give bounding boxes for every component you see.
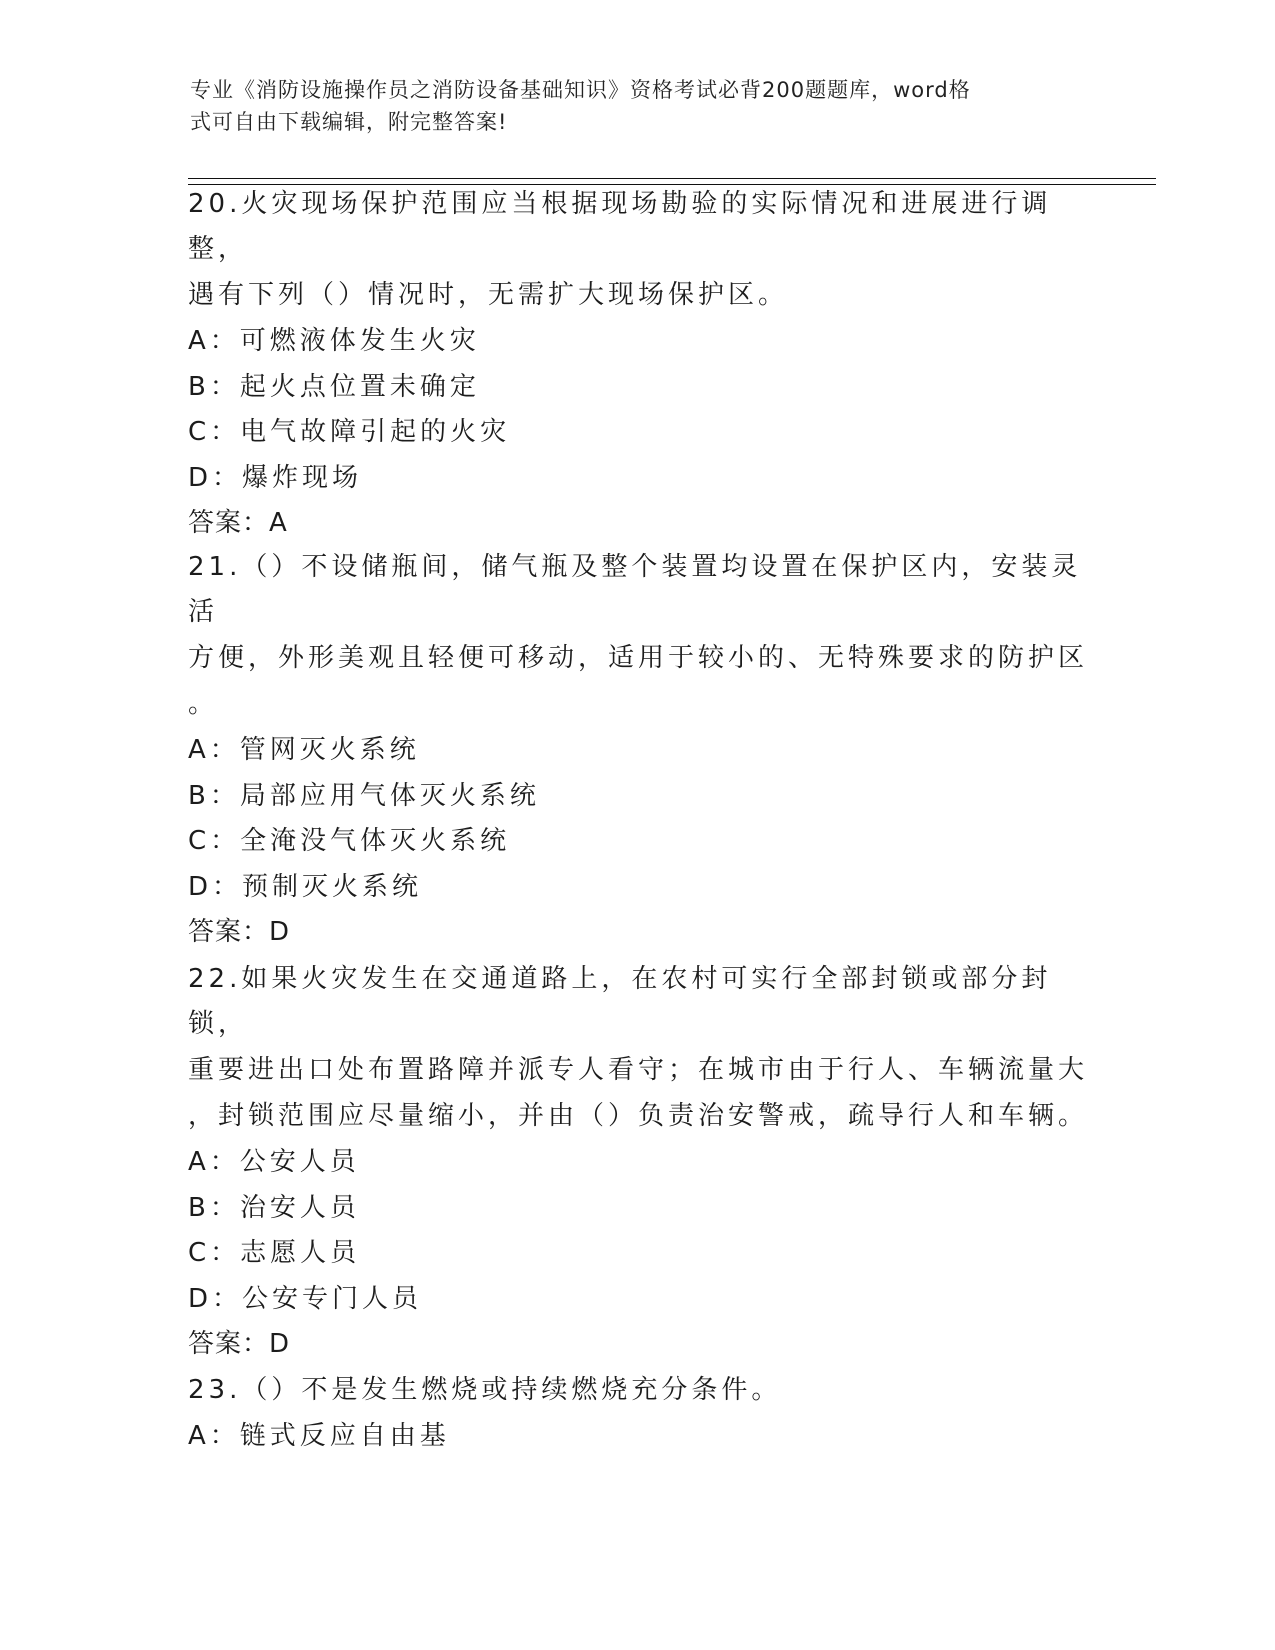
option-a: A：链式反应自由基 [188,1421,450,1451]
question-stem: 方便，外形美观且轻便可移动，适用于较小的、无特殊要求的防护区 [188,643,1089,673]
option-b: B：起火点位置未确定 [188,371,480,402]
question-stem: 重要进出口处布置路障并派专人看守；在城市由于行人、车辆流量大 [188,1055,1089,1085]
question-stem: 21.（）不设储瓶间，储气瓶及整个装置均设置在保护区内，安装灵活 [188,552,1082,627]
question-22 [188,957,1088,1367]
question-stem: 23.（）不是发生燃烧或持续燃烧充分条件。 [188,1375,782,1405]
option-b: B：局部应用气体灭火系统 [188,780,540,811]
option-d: D：爆炸现场 [188,462,363,493]
question-stem: ，封锁范围应尽量缩小，并由（）负责治安警戒，疏导行人和车辆。 [188,1101,1089,1131]
question-stem: 22.如果火灾发生在交通道路上，在农村可实行全部封锁或部分封锁， [188,964,1052,1039]
header-line-1: 专业《消防设施操作员之消防设备基础知识》资格考试必背200题题库，word格 [190,78,971,102]
option-c: C：全淹没气体灭火系统 [188,826,511,856]
option-a: A：可燃液体发生火灾 [188,326,480,356]
option-d: D：预制灭火系统 [188,871,423,902]
question-stem: 20.火灾现场保护范围应当根据现场勘验的实际情况和进展进行调整， [188,189,1052,264]
question-23 [188,1368,1088,1460]
question-stem: 遇有下列（）情况时，无需扩大现场保护区。 [188,280,789,310]
option-c: C：志愿人员 [188,1238,361,1268]
option-d: D：公安专门人员 [188,1283,423,1314]
answer: 答案：D [188,917,291,947]
option-b: B：治安人员 [188,1192,360,1223]
option-a: A：公安人员 [188,1147,360,1177]
document-header [190,74,1070,138]
header-line-2: 式可自由下载编辑，附完整答案! [190,110,508,134]
question-20 [188,182,1088,546]
answer: 答案：A [188,508,288,538]
option-a: A：管网灭火系统 [188,735,420,765]
question-stem: 。 [188,689,219,719]
option-c: C：电气故障引起的火灾 [188,417,511,447]
question-21 [188,545,1088,955]
answer: 答案：D [188,1329,291,1359]
